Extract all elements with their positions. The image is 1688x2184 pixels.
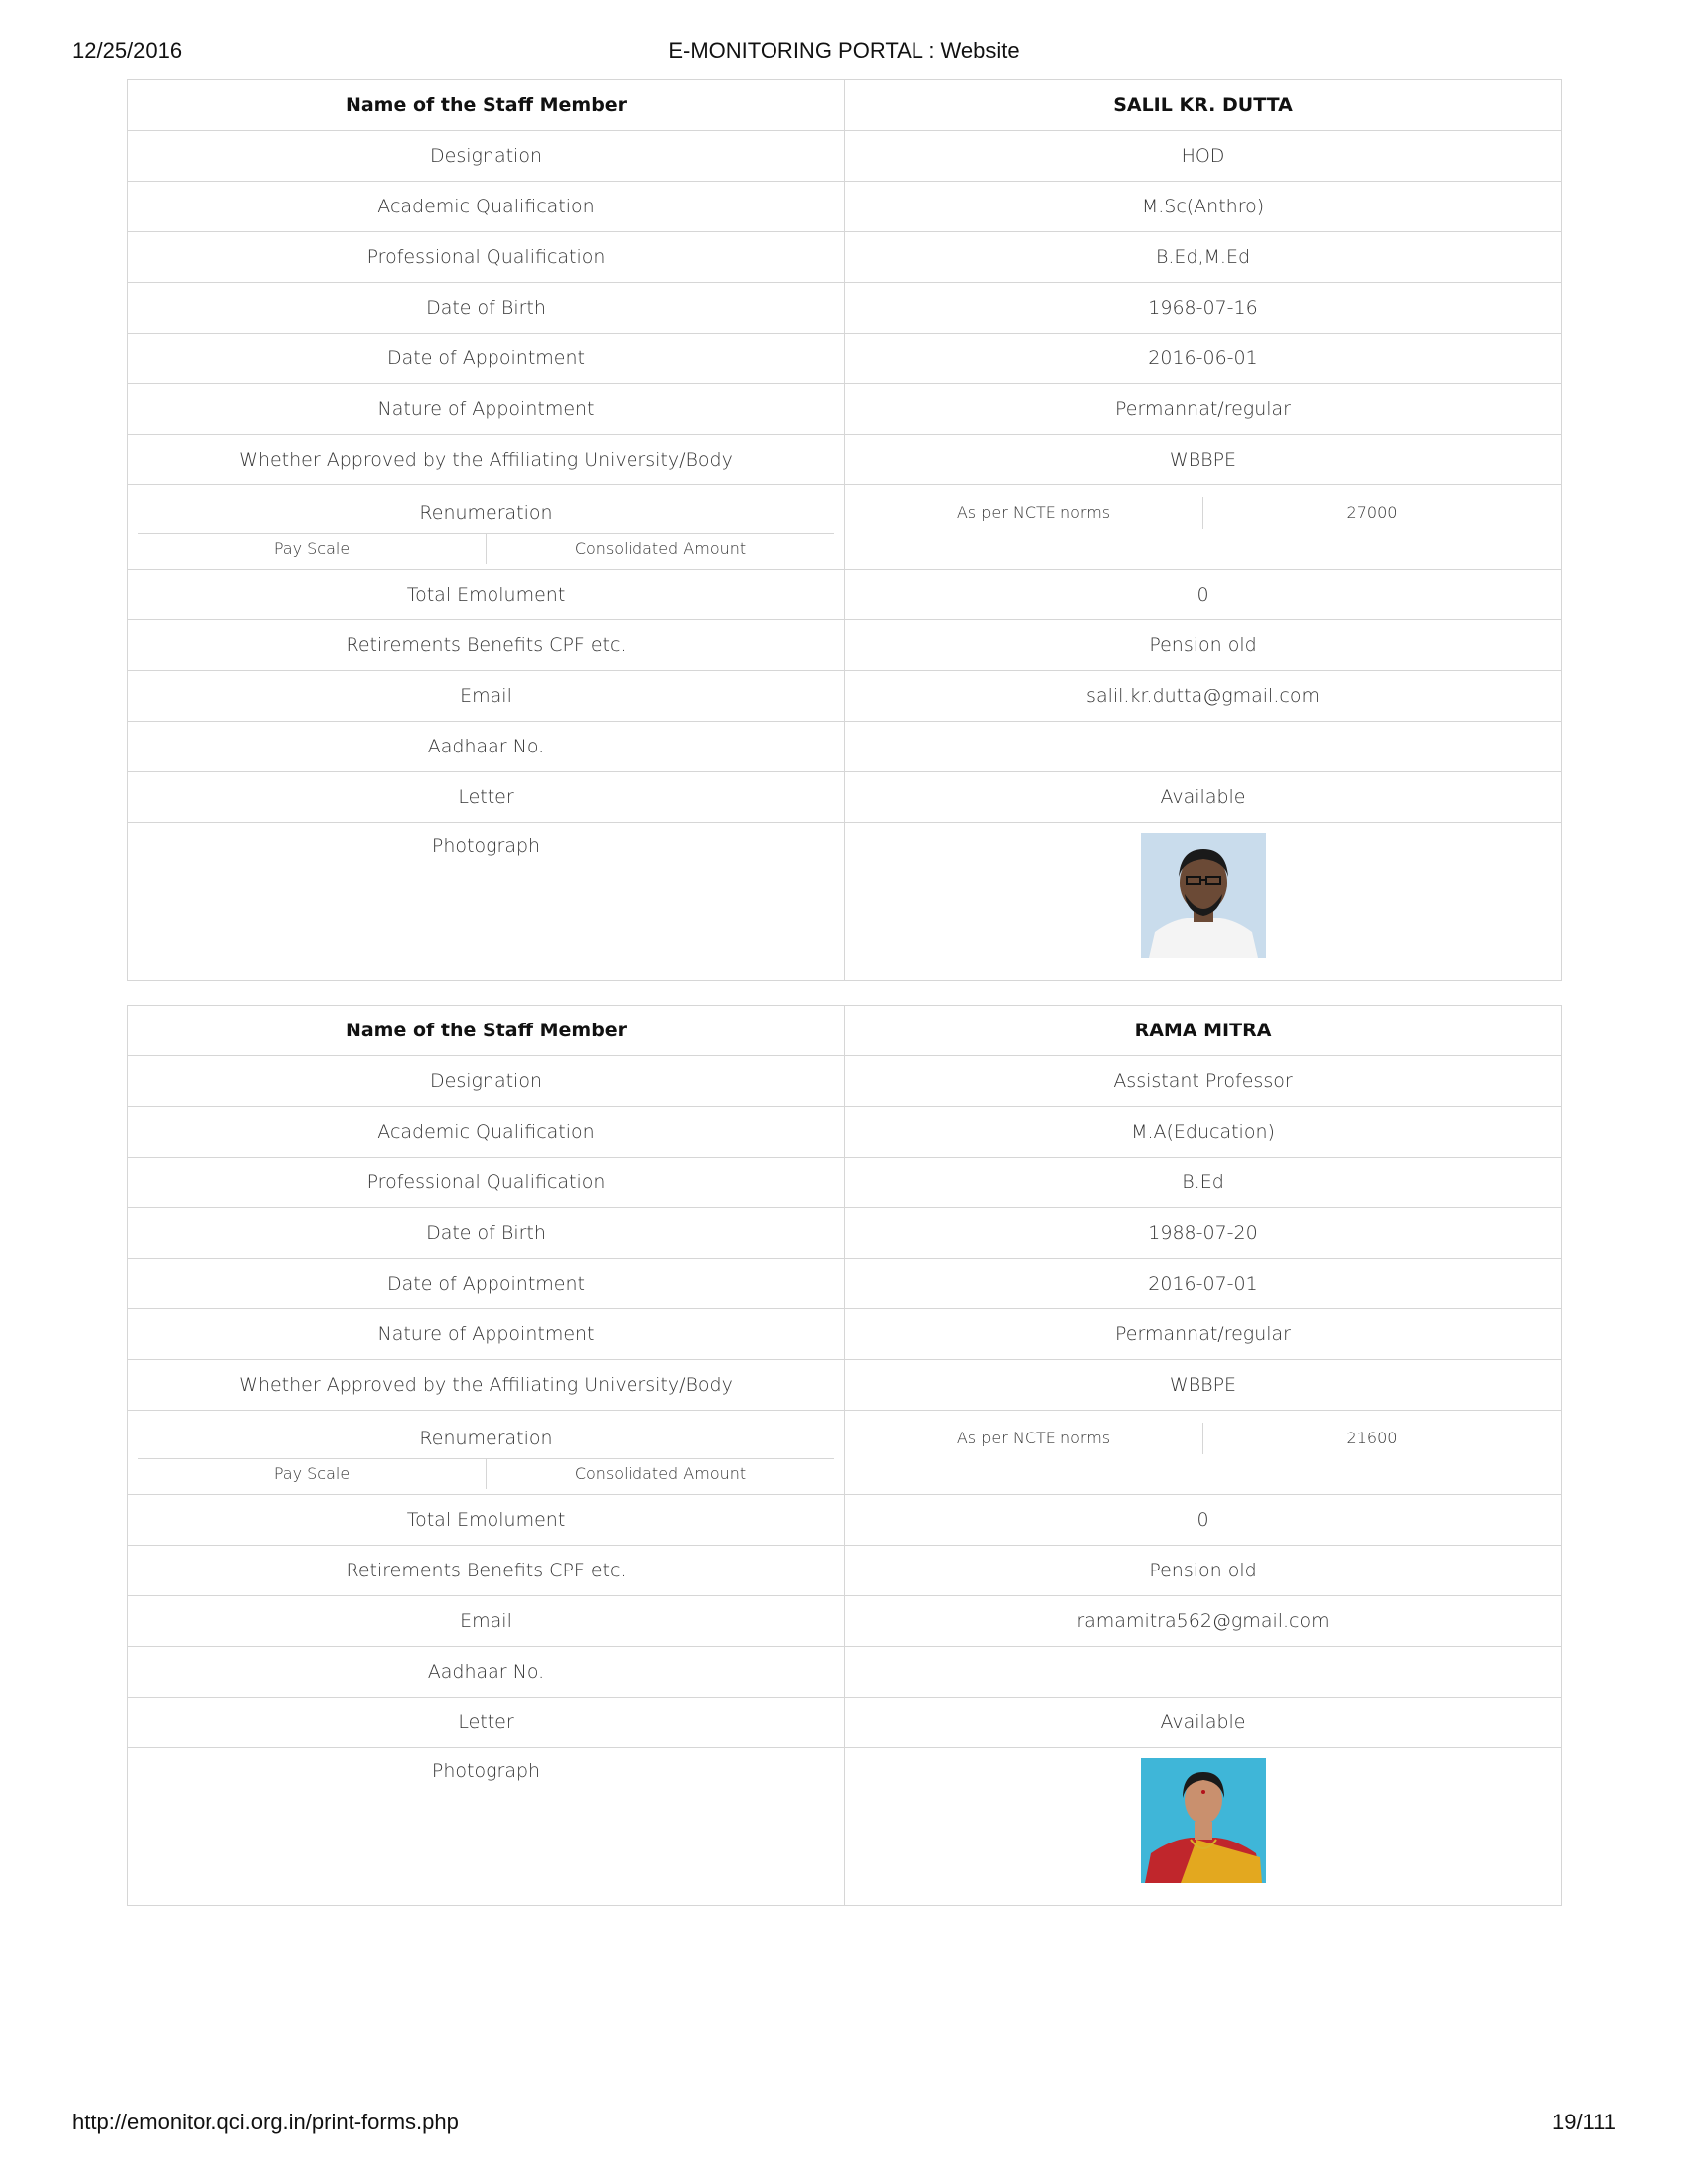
staff-table-2 — [127, 1005, 1562, 1906]
row-dob — [128, 1208, 1562, 1259]
row-letter — [128, 772, 1562, 823]
value-approved: WBBPE — [845, 1360, 1562, 1411]
label-name: Name of the Staff Member — [128, 80, 845, 131]
remuneration-title: Renumeration — [419, 502, 553, 524]
row-academic — [128, 1107, 1562, 1158]
label-academic: Academic Qualification — [128, 1107, 845, 1158]
label-doa: Date of Appointment — [128, 1259, 845, 1309]
label-letter: Letter — [128, 1698, 845, 1748]
row-nature — [128, 1309, 1562, 1360]
consolidated-value: 27000 — [1202, 497, 1541, 529]
value-email: salil.kr.dutta@gmail.com — [845, 671, 1562, 722]
value-doa: 2016-06-01 — [845, 334, 1562, 384]
value-dob: 1968-07-16 — [845, 283, 1562, 334]
page-title: E-MONITORING PORTAL : Website — [668, 38, 1020, 63]
row-photograph — [128, 1748, 1562, 1906]
value-photograph — [845, 1748, 1562, 1906]
label-photograph: Photograph — [128, 823, 845, 981]
value-professional: B.Ed,M.Ed — [845, 232, 1562, 283]
value-photograph — [845, 823, 1562, 981]
value-aadhaar — [845, 1647, 1562, 1698]
staff-photo — [1141, 833, 1266, 958]
row-total — [128, 1495, 1562, 1546]
value-doa: 2016-07-01 — [845, 1259, 1562, 1309]
row-email — [128, 1596, 1562, 1647]
value-name: RAMA MITRA — [845, 1006, 1562, 1056]
row-name — [128, 80, 1562, 131]
row-retirement — [128, 620, 1562, 671]
label-professional: Professional Qualification — [128, 232, 845, 283]
label-total: Total Emolument — [128, 570, 845, 620]
label-total: Total Emolument — [128, 1495, 845, 1546]
staff-photo — [1141, 1758, 1266, 1883]
label-name: Name of the Staff Member — [128, 1006, 845, 1056]
row-approved — [128, 435, 1562, 485]
footer-page-number: 19/111 — [1551, 2110, 1616, 2134]
label-academic: Academic Qualification — [128, 182, 845, 232]
label-approved: Whether Approved by the Affiliating University/Body — [128, 435, 845, 485]
value-academic: M.A(Education) — [845, 1107, 1562, 1158]
row-aadhaar — [128, 1647, 1562, 1698]
value-letter: Available — [845, 772, 1562, 823]
value-nature: Permannat/regular — [845, 1309, 1562, 1360]
label-letter: Letter — [128, 772, 845, 823]
value-designation: HOD — [845, 131, 1562, 182]
print-date: 12/25/2016 — [72, 38, 183, 63]
label-designation: Designation — [128, 1056, 845, 1107]
row-professional — [128, 232, 1562, 283]
consolidated-label: Consolidated Amount — [486, 1459, 834, 1489]
row-retirement — [128, 1546, 1562, 1596]
value-remuneration — [845, 485, 1562, 570]
row-total — [128, 570, 1562, 620]
label-doa: Date of Appointment — [128, 334, 845, 384]
row-designation — [128, 131, 1562, 182]
footer-url: http://emonitor.qci.org.in/print-forms.php — [72, 2110, 459, 2134]
row-academic — [128, 182, 1562, 232]
value-academic: M.Sc(Anthro) — [845, 182, 1562, 232]
value-email: ramamitra562@gmail.com — [845, 1596, 1562, 1647]
value-approved: WBBPE — [845, 435, 1562, 485]
label-designation: Designation — [128, 131, 845, 182]
pay-scale-label: Pay Scale — [273, 1464, 351, 1483]
label-dob: Date of Birth — [128, 283, 845, 334]
row-photograph — [128, 823, 1562, 981]
value-designation: Assistant Professor — [845, 1056, 1562, 1107]
row-nature — [128, 384, 1562, 435]
label-aadhaar: Aadhaar No. — [128, 1647, 845, 1698]
label-dob: Date of Birth — [128, 1208, 845, 1259]
value-total: 0 — [845, 1495, 1562, 1546]
label-professional: Professional Qualification — [128, 1158, 845, 1208]
pay-scale-value: As per NCTE norms — [956, 503, 1111, 522]
value-remuneration — [845, 1411, 1562, 1495]
label-nature: Nature of Appointment — [128, 1309, 845, 1360]
row-professional — [128, 1158, 1562, 1208]
value-nature: Permannat/regular — [845, 384, 1562, 435]
row-remuneration — [128, 1411, 1562, 1495]
row-dob — [128, 283, 1562, 334]
value-name: SALIL KR. DUTTA — [845, 80, 1562, 131]
label-remuneration — [128, 1411, 845, 1495]
consolidated-label: Consolidated Amount — [486, 534, 834, 564]
row-doa — [128, 334, 1562, 384]
row-name — [128, 1006, 1562, 1056]
value-aadhaar — [845, 722, 1562, 772]
value-dob: 1988-07-20 — [845, 1208, 1562, 1259]
row-doa — [128, 1259, 1562, 1309]
label-retirement: Retirements Benefits CPF etc. — [128, 620, 845, 671]
pay-scale-label: Pay Scale — [273, 539, 351, 558]
row-approved — [128, 1360, 1562, 1411]
remuneration-title: Renumeration — [419, 1428, 553, 1449]
value-letter: Available — [845, 1698, 1562, 1748]
label-aadhaar: Aadhaar No. — [128, 722, 845, 772]
label-approved: Whether Approved by the Affiliating University/Body — [128, 1360, 845, 1411]
value-retirement: Pension old — [845, 1546, 1562, 1596]
pay-scale-value: As per NCTE norms — [956, 1429, 1111, 1447]
row-aadhaar — [128, 722, 1562, 772]
consolidated-value: 21600 — [1202, 1423, 1541, 1454]
label-retirement: Retirements Benefits CPF etc. — [128, 1546, 845, 1596]
staff-table-1 — [127, 79, 1562, 981]
value-total: 0 — [845, 570, 1562, 620]
label-email: Email — [128, 1596, 845, 1647]
value-retirement: Pension old — [845, 620, 1562, 671]
label-photograph: Photograph — [128, 1748, 845, 1906]
value-professional: B.Ed — [845, 1158, 1562, 1208]
row-remuneration — [128, 485, 1562, 570]
label-remuneration — [128, 485, 845, 570]
label-email: Email — [128, 671, 845, 722]
label-nature: Nature of Appointment — [128, 384, 845, 435]
row-email — [128, 671, 1562, 722]
row-designation — [128, 1056, 1562, 1107]
row-letter — [128, 1698, 1562, 1748]
